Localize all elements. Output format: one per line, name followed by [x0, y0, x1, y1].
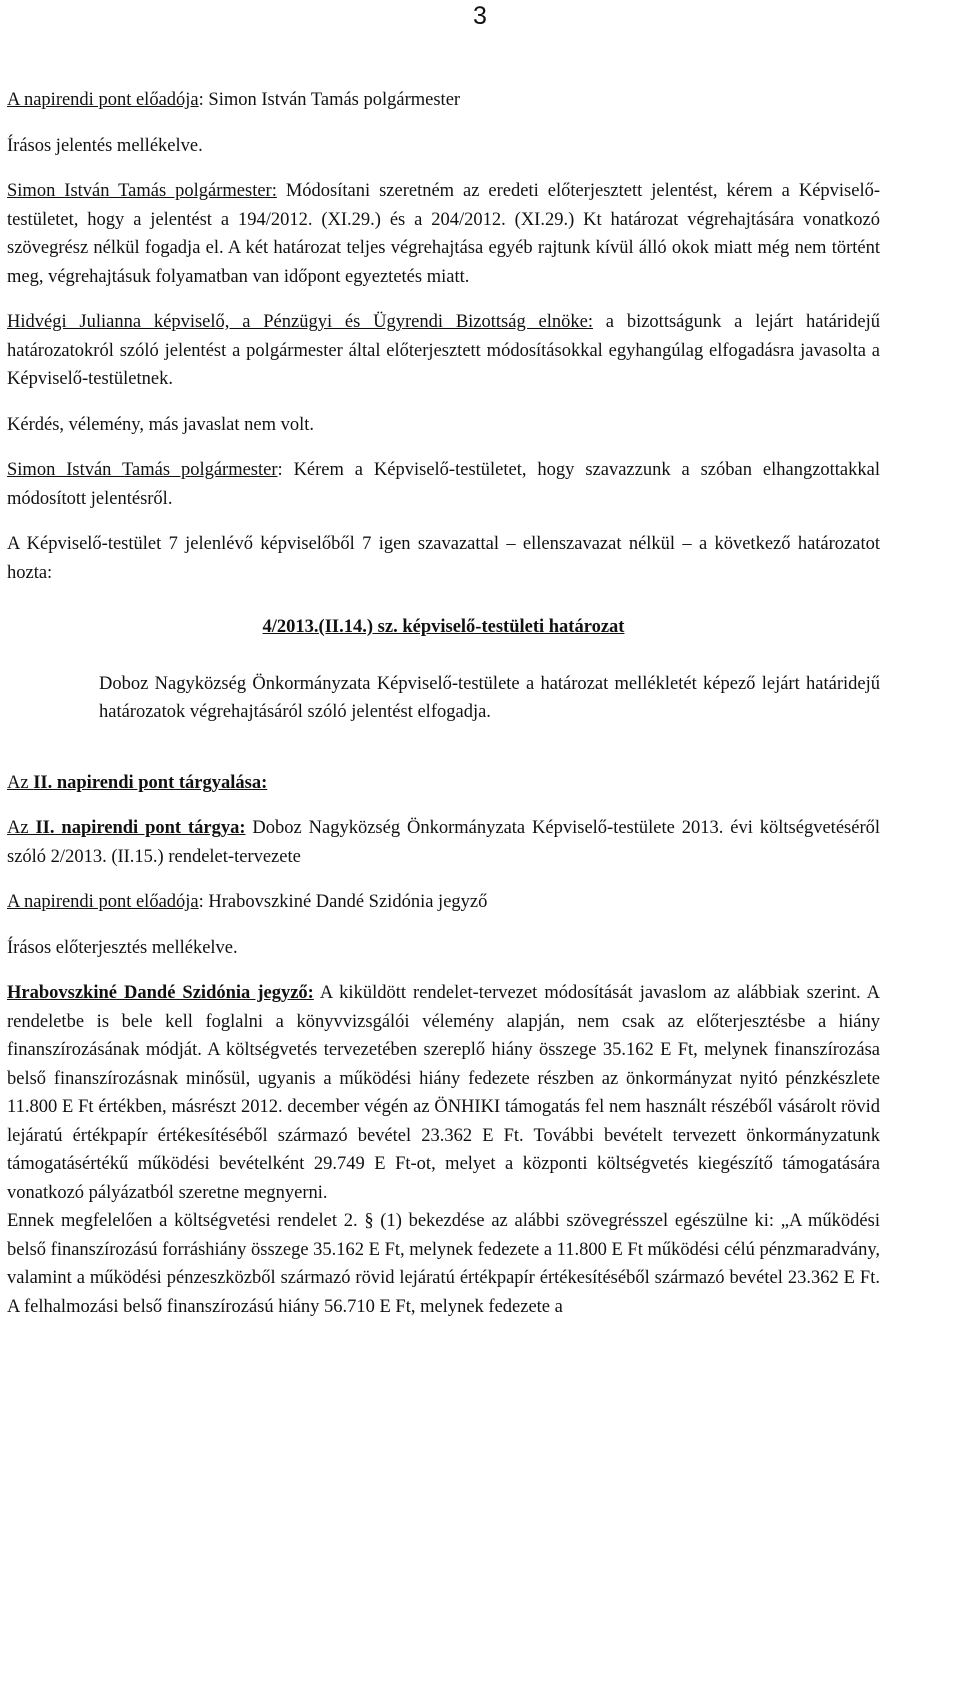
presenter-label: A napirendi pont előadója: [7, 90, 199, 110]
presenter-line-2: [7, 888, 880, 917]
presenter-label-2: A napirendi pont előadója: [7, 892, 199, 912]
mayor-statement: [7, 177, 880, 291]
agenda-subject-label: II. napirendi pont tárgya:: [35, 818, 246, 838]
presenter-text: : Simon István Tamás polgármester: [198, 90, 461, 110]
mayor-vote-request-text: : Kérem a Képviselő-testületet, hogy szavazzunk a szóban elhangzottakkal módosított jelentésről.: [7, 460, 880, 509]
clerk-speaker-label: Hrabovszkiné Dandé Szidónia jegyző:: [7, 983, 314, 1003]
mayor-speaker-label: Simon István Tamás polgármester:: [7, 181, 277, 201]
presenter-text-2: : Hrabovszkiné Dandé Szidónia jegyző: [198, 892, 488, 912]
submission-note: Írásos előterjesztés mellékelve.: [7, 937, 238, 958]
mayor-statement-text: Módosítani szeretném az eredeti előterjesztett jelentést, kérem a Képviselő-testületet, hogy a jelentést a 194/2012. (XI.29.) és a 204/2012. (XI.29.) Kt határozat végrehajtására vonatkozó szövegrész nélkül fogadja el. A két határozat teljes végrehajtása egyéb rajtunk kívül álló okok miatt még nem történt meg, végrehajtásuk folyamatban van időpont egyeztetés miatt.: [7, 181, 881, 287]
mayor-vote-speaker-label: Simon István Tamás polgármester: [7, 460, 278, 480]
presenter-line: [7, 86, 880, 115]
mayor-vote-request: [7, 456, 880, 513]
vote-result: A Képviselő-testület 7 jelenlévő képviselőből 7 igen szavazattal – ellenszavazat nélkül – a következő határozatot hozta:: [7, 534, 880, 583]
resolution-title: 4/2013.(II.14.) sz. képviselő-testületi határozat: [262, 617, 625, 637]
section-heading-title: II. napirendi pont tárgyalása:: [33, 772, 268, 793]
committee-statement: [7, 308, 880, 394]
section-heading: [7, 769, 880, 798]
agenda-subject-prefix: Az: [7, 818, 36, 838]
committee-statement-text: a bizottságunk a lejárt határidejű határozatokról szóló jelentést a polgármester által előterjesztett módosításokkal egyhangúlag elfogadásra javasolta a Képviselő-testületnek.: [7, 312, 880, 389]
resolution-text: Doboz Nagyközség Önkormányzata Képviselő-testülete a határozat mellékletét képező lejárt határidejű határozatok végrehajtásáról szóló jelentést elfogadja.: [99, 673, 880, 722]
questions-note: Kérdés, vélemény, más javaslat nem volt.: [7, 414, 315, 435]
attachment-note: Írásos jelentés mellékelve.: [7, 135, 203, 156]
section-heading-prefix: Az: [7, 772, 34, 793]
agenda-subject-text: Doboz Nagyközség Önkormányzata Képviselő-testülete 2013. évi költségvetéséről szóló 2/2013. (II.15.) rendelet-tervezete: [7, 818, 880, 867]
agenda-subject: [7, 814, 880, 871]
budget-amendment-text: Ennek megfelelően a költségvetési rendelet 2. § (1) bekezdése az alábbi szövegrésszel egészülne ki: „A működési belső finanszírozású forráshiány összege 35.162 E Ft, melynek fedezete a 11.800 E Ft működési célú pénzmaradvány, valamint a működési pénzeszközből származó rövid lejáratú értékpapír értékesítéséből származó bevétel 23.362 E Ft. A felhalmozási belső finanszírozású hiány 56.710 E Ft, melynek fedezete a: [7, 1211, 880, 1317]
page-number: 3: [473, 2, 487, 30]
committee-speaker-label: Hidvégi Julianna képviselő, a Pénzügyi és Ügyrendi Bizottság elnöke:: [7, 312, 593, 332]
clerk-statement: [7, 979, 880, 1207]
document-body: [7, 86, 880, 1321]
clerk-statement-text: A kiküldött rendelet-tervezet módosítását javaslom az alábbiak szerint. A rendeletbe is bele kell foglalni a könyvvizsgálói vélemény alapján, nem csak az előterjesztésbe a hiány finanszírozásának módját. A költségvetés tervezetében szereplő hiány összege 35.162 E Ft, melynek finanszírozása belső finanszírozásnak minősül, ugyanis a működési hiány fedezete részben az önkormányzat nyitó pénzkészlete 11.800 E Ft értékben, másrészt 2012. december végén az ÖNHIKI támogatás fel nem használt részéből vásárolt rövid lejáratú értékpapír értékesítéséből származó bevétel 23.362 E Ft. További bevételt tervezett önkormányzatunk támogatásértékű működési bevételként 29.749 E Ft-ot, melyet a központi költségvetés kiegészítő támogatására vonatkozó pályázatból szeretne megnyerni.: [7, 983, 880, 1203]
